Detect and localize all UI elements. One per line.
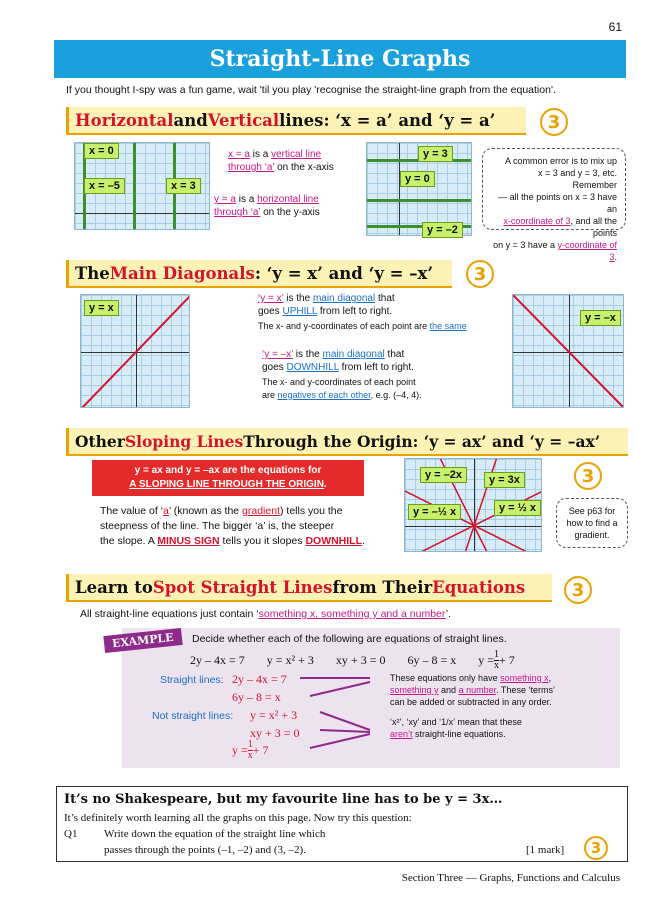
p3b: MINUS SIGN: [157, 535, 220, 547]
e1b: something x: [500, 673, 549, 683]
nfrac-num: 1: [247, 739, 253, 750]
s2s: negatives of each other: [277, 390, 371, 400]
note-line: x = 3 and y = 3, etc. Remember: [537, 168, 617, 190]
s2h: The x- and y-coordinates of each point are: [258, 321, 430, 331]
note-line: — all the points on x = 3 have an: [498, 192, 617, 214]
label-y-half-x: y = ½ x: [494, 500, 541, 516]
t-hd: through ‘a’: [214, 207, 261, 218]
equation: 6y – 8 = x: [407, 653, 457, 667]
e1c: ,: [548, 673, 552, 683]
s2l: main diagonal: [322, 349, 385, 360]
section-heading-horizontal-vertical: [66, 107, 526, 135]
s2e: goes: [258, 306, 283, 317]
line-y0: [367, 199, 471, 202]
note-line: on y = 3 have a: [493, 240, 558, 250]
grade-badge-icon: 3: [584, 836, 608, 860]
label-x0: x = 0: [84, 143, 119, 159]
s2j: ‘y = –x’: [262, 349, 294, 360]
h4c: from Their: [332, 577, 433, 597]
x-axis: [75, 213, 209, 214]
label-ym2: y = –2: [422, 222, 463, 238]
t-hb: is a: [235, 194, 258, 205]
red-definition-box: [92, 460, 364, 496]
label-y0: y = 0: [400, 171, 435, 187]
red-dot: .: [323, 479, 327, 490]
p1a: The value of ‘: [100, 505, 164, 517]
section4-subtitle: [80, 608, 451, 621]
straight-eq-2: 6y – 8 = x: [232, 690, 281, 704]
p1d: gradient: [242, 505, 280, 517]
heading-and: and: [173, 110, 208, 130]
nfrac-pre: y =: [232, 743, 248, 757]
s2p: from left to right.: [338, 362, 414, 373]
text-y-equals-minus-x: [262, 348, 498, 402]
arrows-icon: [280, 668, 390, 764]
t-ve: on the x-axis: [274, 162, 334, 173]
frac-post: + 7: [499, 653, 515, 667]
s2q: The x- and y-coordinates of each point: [262, 377, 416, 387]
section-heading-spot-lines: [66, 574, 552, 602]
t-vb: is a: [249, 149, 272, 160]
label-y-equals-x: y = x: [84, 300, 119, 316]
not-straight-label: Not straight lines:: [152, 710, 234, 722]
equation: y = x² + 3: [266, 653, 314, 667]
h2a: The: [75, 263, 110, 283]
note-line: , and all the points: [570, 216, 617, 238]
label-x3: x = 3: [166, 178, 201, 194]
text-horizontal: [214, 193, 320, 219]
nfrac-den: x: [247, 750, 253, 761]
s2c: main diagonal: [312, 293, 376, 304]
not-eq-3: [232, 740, 269, 761]
not-eq-2: xy + 3 = 0: [250, 726, 300, 740]
h3b: Sloping Lines: [124, 431, 244, 451]
s2b: is the: [283, 293, 313, 304]
label-y3: y = 3: [418, 146, 453, 162]
p3d: DOWNHILL: [305, 535, 363, 547]
section-heading-sloping-lines: [66, 428, 628, 456]
label-y-minus-2x: y = –2x: [420, 467, 467, 483]
h3a: Other: [75, 431, 125, 451]
section-heading-main-diagonals: [66, 260, 452, 288]
intro-text: If you thought I-spy was a fun game, wait 'til you play 'recognise the straight-line graph from the equation'.: [66, 84, 556, 96]
grade-badge-icon: 3: [466, 260, 494, 288]
frac-pre: y =: [478, 653, 495, 667]
note-y3: y-coordinate of 3: [557, 240, 617, 262]
note-see-p63: [556, 498, 628, 548]
sub-b: something x, something y and a number: [258, 608, 446, 620]
p3c: tells you it slopes: [219, 535, 306, 547]
h2c: : ‘y = x’ and ‘y = –x’: [254, 263, 434, 283]
marks-label: [1 mark]: [526, 844, 565, 856]
h4a: Learn to: [75, 577, 153, 597]
note-x3: x-coordinate of 3: [503, 216, 571, 226]
s2d: that: [375, 293, 395, 304]
page-number: 61: [608, 20, 622, 34]
t-ha: y = a: [214, 194, 236, 205]
tip-line: It’s definitely worth learning all the graphs on this page. Now try this question:: [64, 812, 412, 824]
explanation-not-straight: [390, 716, 522, 740]
h4b: Spot Straight Lines: [152, 577, 333, 597]
e2d: . These ‘terms’: [496, 685, 555, 695]
e2c: a number: [458, 685, 497, 695]
y-axis: [399, 143, 400, 235]
text-vertical: [228, 148, 334, 174]
p1c: ’ (known as the: [168, 505, 243, 517]
heading-rest: lines: ‘x = a’ and ‘y = a’: [279, 110, 496, 130]
e4: ‘x²’, ‘xy’ and ‘1/x’ mean that these: [390, 717, 522, 727]
s2r: are: [262, 390, 278, 400]
note-line: gradient.: [574, 530, 610, 540]
note-line: See p63 for: [568, 506, 616, 516]
s2i: the same: [429, 321, 467, 331]
e2b: and: [438, 685, 459, 695]
page-title: Straight-Line Graphs: [54, 40, 626, 78]
s2n: goes: [262, 362, 287, 373]
example-question: Decide whether each of the following are equations of straight lines.: [192, 633, 507, 645]
t-vd: through ‘a’: [228, 162, 275, 173]
note-dot: .: [614, 252, 617, 262]
t-va: x = a: [228, 149, 250, 160]
question-number: Q1: [64, 828, 78, 840]
example-tag: EXAMPLE: [103, 628, 182, 653]
question-line-1: Write down the equation of the straight line which: [104, 828, 326, 840]
s2m: that: [384, 349, 405, 360]
p3e: .: [362, 535, 365, 547]
label-y-equals-minus-x: y = –x: [580, 310, 621, 326]
h4d: Equations: [432, 577, 526, 597]
grade-badge-icon: 3: [564, 576, 592, 604]
e3: can be added or subtracted in any order.: [390, 697, 552, 707]
red-line-2: A SLOPING LINE THROUGH THE ORIGIN: [129, 479, 324, 490]
t-vc: vertical line: [271, 149, 322, 160]
s2o: DOWNHILL: [286, 362, 339, 373]
gradient-explanation: [100, 504, 400, 549]
explanation-straight: [390, 672, 555, 708]
p3a: the slope. A: [100, 535, 158, 547]
s2t: , e.g. (–4, 4).: [370, 390, 422, 400]
e5b: straight-line equations.: [412, 729, 506, 739]
h3c: Through the Origin: ‘y = ax’ and ‘y = –ax’: [243, 431, 601, 451]
s2k: is the: [293, 349, 323, 360]
e2a: something y: [390, 685, 439, 695]
equation-fraction: [478, 650, 515, 671]
sub-a: All straight-line equations just contain ‘: [80, 608, 259, 620]
question-line-2: passes through the points (–1, –2) and (3, –2).: [104, 844, 306, 856]
s2g: from left to right.: [317, 306, 393, 317]
grade-badge-icon: 3: [540, 108, 568, 136]
not-eq-1: y = x² + 3: [250, 708, 298, 722]
note-common-error: [482, 148, 626, 262]
heading-vertical: Vertical: [207, 110, 280, 130]
p1b: a: [163, 505, 169, 517]
t-hc: horizontal line: [257, 194, 319, 205]
heading-horizontal: Horizontal: [75, 110, 174, 130]
e5a: aren’t: [390, 729, 413, 739]
frac-den: x: [494, 660, 500, 671]
s2f: UPHILL: [282, 306, 318, 317]
straight-eq-1: 2y – 4x = 7: [232, 672, 287, 686]
e1a: These equations only have: [390, 673, 501, 683]
t-he: on the y-axis: [260, 207, 320, 218]
h2b: Main Diagonals: [109, 263, 255, 283]
nfrac-post: + 7: [252, 743, 269, 757]
note-line: how to find a: [566, 518, 618, 528]
equation: 2y – 4x = 7: [190, 653, 245, 667]
label-xm5: x = –5: [84, 178, 125, 194]
note-line: A common error is to mix up: [504, 156, 617, 166]
footer-section: Section Three — Graphs, Functions and Calculus: [401, 872, 620, 884]
frac-num: 1: [494, 649, 500, 660]
line-x0: [133, 143, 136, 229]
straight-lines-label: Straight lines:: [160, 674, 224, 686]
label-y-minus-half-x: y = –½ x: [408, 504, 461, 520]
grade-badge-icon: 3: [574, 462, 602, 490]
p1e: ) tells you the: [280, 505, 343, 517]
text-y-equals-x: [258, 292, 498, 333]
p2: steepness of the line. The bigger ‘a’ is, the steeper: [100, 520, 335, 532]
tip-title: It’s no Shakespeare, but my favourite line has to be y = 3x…: [64, 792, 503, 807]
equation: xy + 3 = 0: [335, 653, 386, 667]
red-line-1: y = ax and y = –ax are the equations for: [134, 465, 322, 476]
sub-c: ’.: [445, 608, 452, 620]
label-y-3x: y = 3x: [484, 472, 525, 488]
s2a: ‘y = x’: [258, 293, 284, 304]
